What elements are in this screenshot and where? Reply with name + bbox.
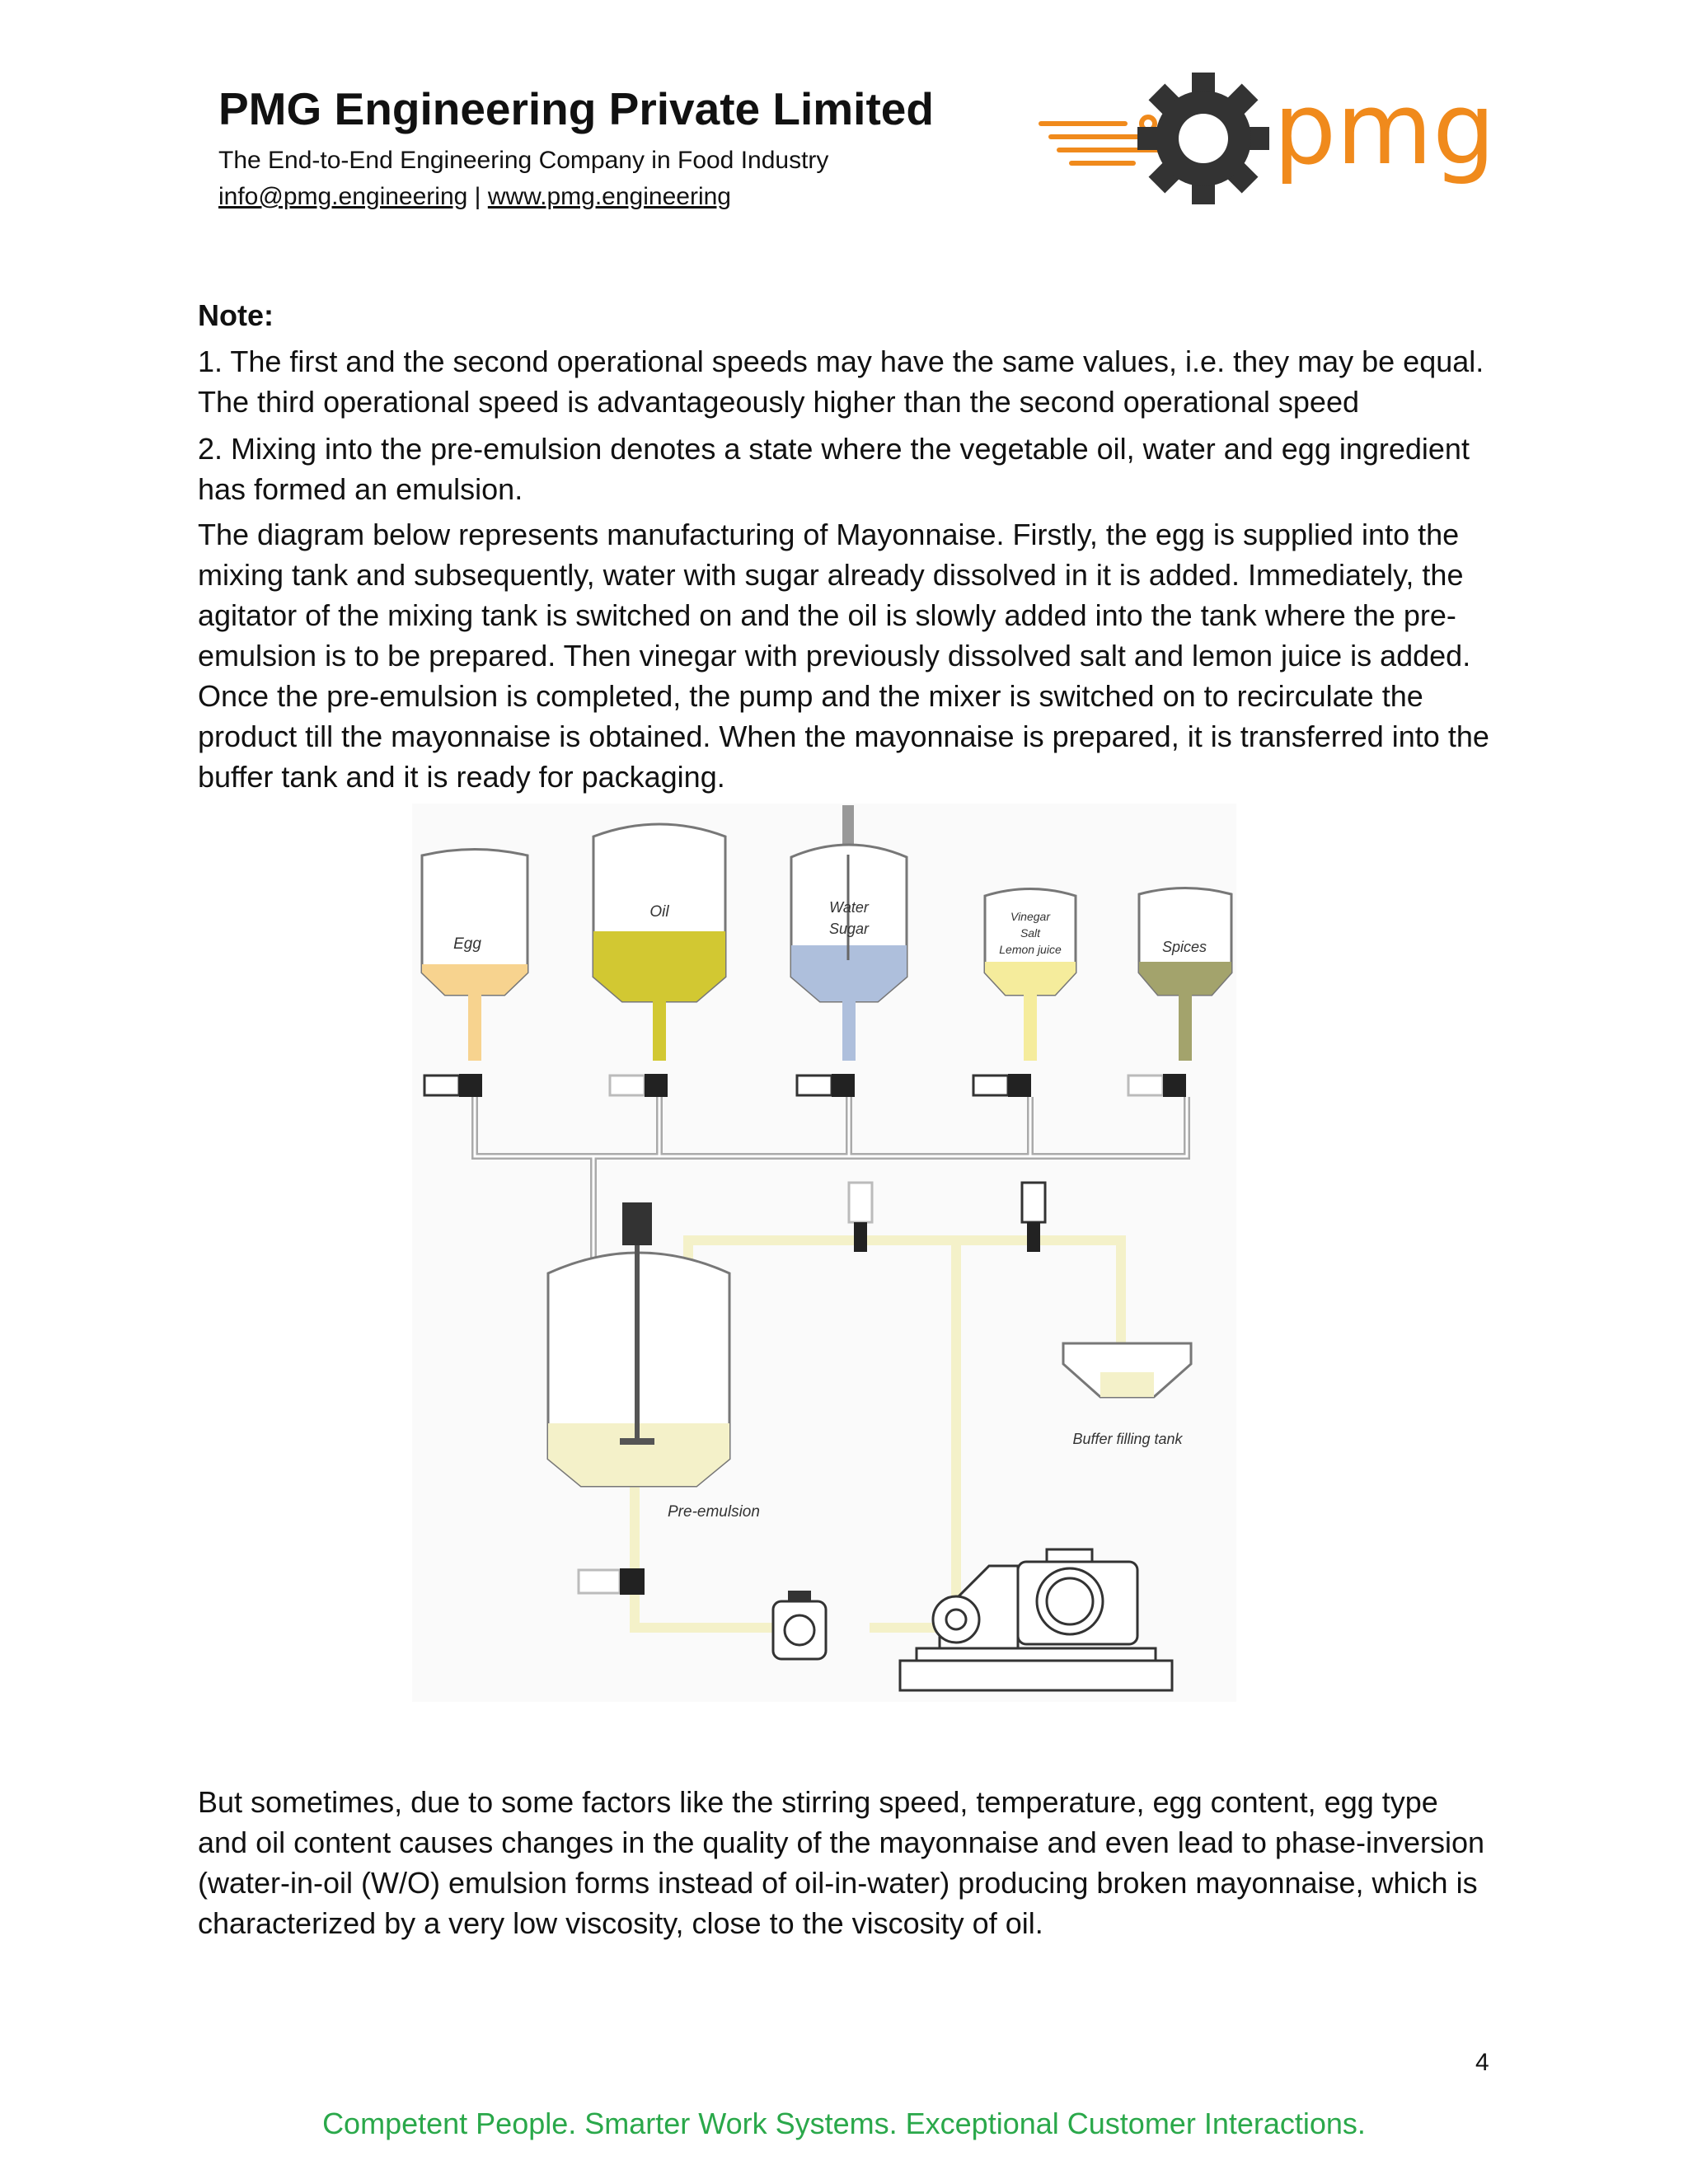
lobe-pump: [773, 1591, 826, 1659]
link-separator: |: [474, 183, 481, 210]
note-heading: Note:: [198, 298, 274, 332]
logo-wordmark: pmg: [1273, 73, 1496, 187]
closing-paragraph: But sometimes, due to some factors like the stirring speed, temperature, egg content, egg type and oil content causes changes in the quality of the mayonnaise and even lead to phase-inversion (water-in-oil (W/O) emulsion forms instead of oil-in-water) producing broken mayonnaise, which is characterized by a very low viscosity, close to the viscosity of oil.: [198, 1785, 1485, 1940]
contact-links: [218, 183, 731, 211]
water-tank-label-sugar: Sugar: [828, 921, 870, 937]
agitator-motor: [622, 1202, 652, 1245]
company-tagline: The End-to-End Engineering Company in Food Industry: [218, 147, 829, 174]
footer-slogan: Competent People. Smarter Work Systems. Exceptional Customer Interactions.: [322, 2107, 1366, 2140]
pre-emulsion-label: Pre-emulsion: [668, 1503, 760, 1521]
company-name: PMG Engineering Private Limited: [218, 83, 934, 134]
vinegar-tank-label-salt: Salt: [1020, 926, 1041, 940]
process-description: The diagram below represents manufacturing of Mayonnaise. Firstly, the egg is supplied into the mixing tank and subsequently, water with sugar already dissolved in it is added. Immediately, the agitator of the mixing tank is switched on and the oil is slowly added into the tank where the pre-emulsion is to be prepared. Then vinegar with previously dissolved salt and lemon juice is added. Once the pre-emulsion is completed, the pump and the mixer is switched on to recirculate the product till the mayonnaise is obtained. When the mayonnaise is prepared, it is transferred into the buffer tank and it is ready for packaging.: [198, 518, 1489, 794]
mayonnaise-process-diagram: [412, 804, 1236, 1702]
note-item-2: 2. Mixing into the pre-emulsion denotes a state where the vegetable oil, water and egg ingredient has formed an emulsion.: [198, 432, 1470, 506]
page-number: 4: [1475, 2049, 1489, 2076]
website-link[interactable]: www.pmg.engineering: [487, 183, 731, 210]
note-item-1-block: [198, 341, 1492, 422]
water-tank-label-water: Water: [829, 899, 869, 916]
egg-tank-label: Egg: [453, 935, 481, 953]
oil-tank-label: Oil: [649, 903, 669, 921]
spices-tank-label: Spices: [1161, 939, 1207, 955]
vinegar-tank-label-vinegar: Vinegar: [1010, 910, 1051, 923]
note-item-2-block: [198, 429, 1492, 509]
closing-paragraph-block: [198, 1782, 1492, 1943]
gear-icon: [1137, 73, 1269, 204]
vinegar-tank-label-lemon: Lemon juice: [999, 943, 1062, 956]
process-description-block: [198, 514, 1492, 797]
email-link[interactable]: info@pmg.engineering: [218, 183, 468, 210]
pmg-logo: [1034, 66, 1496, 214]
note-item-1: 1. The first and the second operational speeds may have the same values, i.e. they may be equal. The third operational speed is advantageously higher than the second operational speed: [198, 344, 1484, 419]
buffer-tank-label: Buffer filling tank: [1072, 1431, 1183, 1447]
